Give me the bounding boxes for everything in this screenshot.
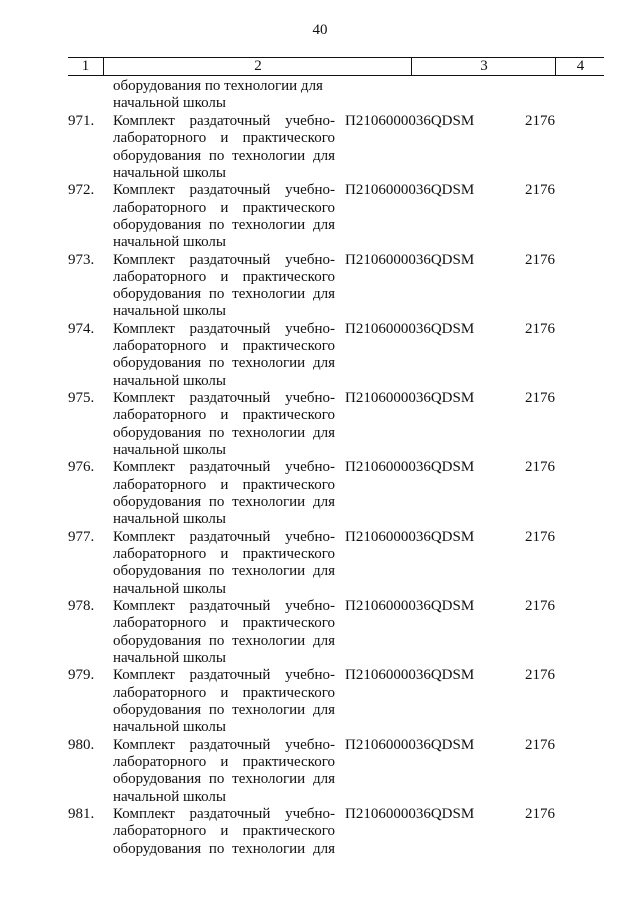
row-name-line: оборудования по технологии для (113, 840, 335, 857)
row-quantity: 2176 (525, 251, 555, 268)
row-name (113, 390, 335, 459)
row-quantity: 2176 (525, 390, 555, 407)
row-number: 980. (68, 736, 95, 753)
row-name-line: начальной школы (113, 719, 226, 736)
row-name-line: Комплект раздаточный учебно- (113, 182, 335, 199)
row-name (113, 667, 335, 736)
row-name-line: оборудования по технологии для (113, 701, 335, 718)
table-row (0, 321, 640, 390)
table-row (0, 667, 640, 736)
row-name-line: Комплект раздаточный учебно- (113, 528, 335, 545)
header-col-1: 1 (81, 58, 90, 74)
row-quantity: 2176 (525, 459, 555, 476)
row-name-line: Комплект раздаточный учебно- (113, 459, 335, 476)
row-code: П2106000036QDSM (345, 251, 475, 268)
table-row (0, 806, 640, 875)
table-row (0, 252, 640, 321)
row-quantity: 2176 (525, 320, 555, 337)
row-name-line: лабораторного и практического (113, 268, 335, 285)
table-row (0, 459, 640, 528)
row-name-line: начальной школы (113, 649, 226, 666)
row-number: 981. (68, 805, 95, 822)
row-name (113, 459, 335, 528)
row-name-line: начальной школы (113, 303, 226, 320)
table-row (0, 182, 640, 251)
row-number: 978. (68, 598, 95, 615)
row-name-line: начальной школы (113, 442, 226, 459)
row-name-line: начальной школы (113, 788, 226, 805)
table-row (0, 737, 640, 806)
row-name-line: оборудования по технологии для (113, 563, 335, 580)
row-name-line: лабораторного и практического (113, 823, 335, 840)
row-number: 972. (68, 182, 95, 199)
table-row (0, 598, 640, 667)
continuation-text (113, 78, 335, 113)
row-name-line: лабораторного и практического (113, 338, 335, 355)
row-name-line: Комплект раздаточный учебно- (113, 320, 335, 337)
row-code: П2106000036QDSM (345, 667, 475, 684)
row-name-line: Комплект раздаточный учебно- (113, 736, 335, 753)
row-name-line: оборудования по технологии для (113, 494, 335, 511)
row-name-line: оборудования по технологии для (113, 216, 335, 233)
row-name (113, 806, 335, 858)
row-number: 971. (68, 113, 95, 129)
row-name (113, 113, 335, 182)
row-name-line: начальной школы (113, 511, 226, 528)
row-name-line: лабораторного и практического (113, 130, 335, 147)
row-name (113, 321, 335, 390)
table-row (0, 113, 640, 182)
row-name-line: лабораторного и практического (113, 615, 335, 632)
row-quantity: 2176 (525, 528, 555, 545)
table-row (0, 390, 640, 459)
header-col-3: 3 (411, 58, 556, 75)
row-name-line: оборудования по технологии для (113, 632, 335, 649)
row-code: П2106000036QDSM (345, 182, 475, 199)
row-number: 974. (68, 320, 95, 337)
table-header (68, 57, 604, 76)
row-number: 977. (68, 528, 95, 545)
row-code: П2106000036QDSM (345, 528, 475, 545)
continuation-line: начальной школы (113, 95, 226, 112)
row-name-line: оборудования по технологии для (113, 147, 335, 164)
row-code: П2106000036QDSM (345, 805, 475, 822)
row-name-line: оборудования по технологии для (113, 771, 335, 788)
row-name (113, 598, 335, 667)
row-number: 973. (68, 251, 95, 268)
row-name-line: лабораторного и практического (113, 753, 335, 770)
row-number: 975. (68, 390, 95, 407)
row-name-line: оборудования по технологии для (113, 424, 335, 441)
row-name (113, 252, 335, 321)
row-name-line: Комплект раздаточный учебно- (113, 667, 335, 684)
continuation-line: оборудования по технологии для (113, 78, 323, 94)
table-body (0, 113, 640, 875)
row-name-line: Комплект раздаточный учебно- (113, 390, 335, 407)
row-quantity: 2176 (525, 805, 555, 822)
row-code: П2106000036QDSM (345, 736, 475, 753)
row-number: 979. (68, 667, 95, 684)
row-quantity: 2176 (525, 113, 555, 129)
row-number: 976. (68, 459, 95, 476)
row-name-line: Комплект раздаточный учебно- (113, 251, 335, 268)
row-quantity: 2176 (525, 182, 555, 199)
row-name (113, 529, 335, 598)
row-name-line: начальной школы (113, 164, 226, 181)
row-name-line: начальной школы (113, 580, 226, 597)
row-quantity: 2176 (525, 598, 555, 615)
row-name-line: Комплект раздаточный учебно- (113, 598, 335, 615)
row-name (113, 182, 335, 251)
row-code: П2106000036QDSM (345, 390, 475, 407)
table-row (0, 529, 640, 598)
row-name (113, 737, 335, 806)
row-name-line: лабораторного и практического (113, 546, 335, 563)
header-col-4: 4 (555, 58, 605, 75)
row-code: П2106000036QDSM (345, 598, 475, 615)
row-name-line: оборудования по технологии для (113, 286, 335, 303)
row-name-line: Комплект раздаточный учебно- (113, 805, 335, 822)
row-name-line: начальной школы (113, 234, 226, 251)
row-name-line: оборудования по технологии для (113, 355, 335, 372)
row-quantity: 2176 (525, 667, 555, 684)
row-code: П2106000036QDSM (345, 113, 475, 129)
row-name-line: лабораторного и практического (113, 199, 335, 216)
row-name-line: лабораторного и практического (113, 407, 335, 424)
row-name-line: лабораторного и практического (113, 476, 335, 493)
row-code: П2106000036QDSM (345, 320, 475, 337)
row-quantity: 2176 (525, 736, 555, 753)
page-number: 40 (312, 22, 328, 38)
header-col-2: 2 (103, 58, 412, 75)
row-name-line: лабораторного и практического (113, 684, 335, 701)
row-name-line: Комплект раздаточный учебно- (113, 113, 335, 129)
row-name-line: начальной школы (113, 372, 226, 389)
row-code: П2106000036QDSM (345, 459, 475, 476)
